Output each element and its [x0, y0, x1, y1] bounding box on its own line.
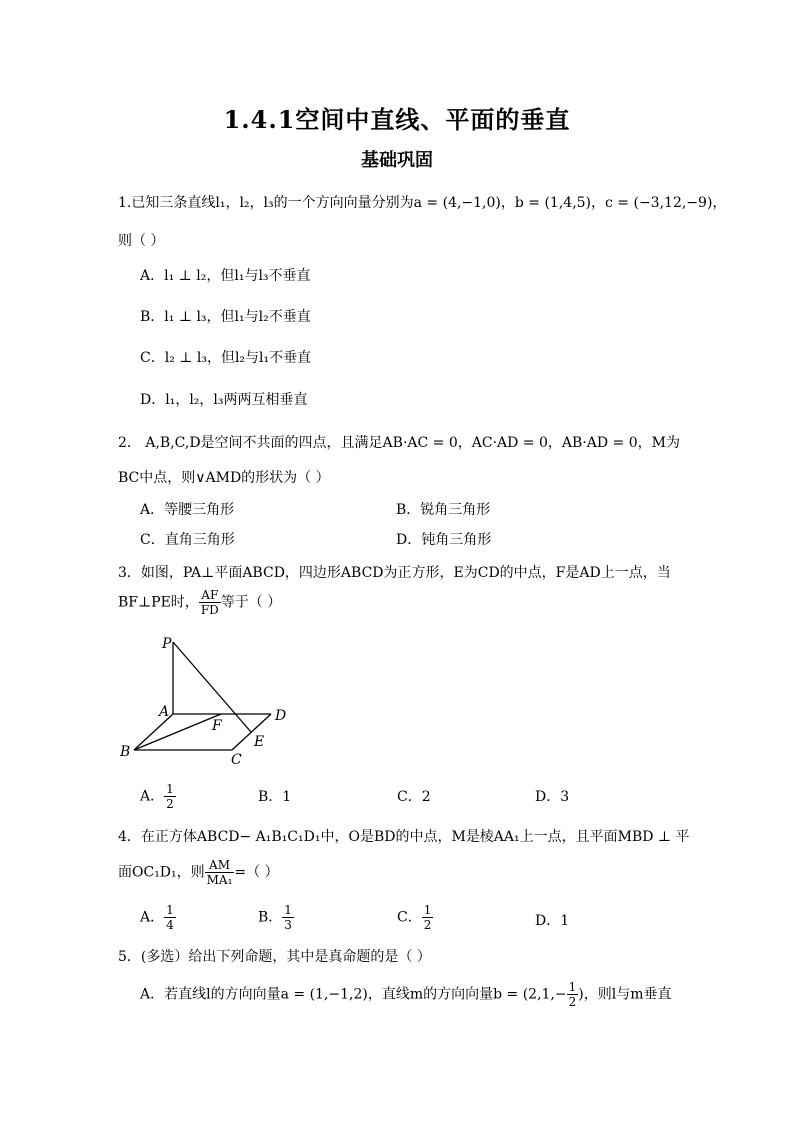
- q3-option-d: D．3: [535, 789, 570, 805]
- q4-option-a-num: 1: [166, 903, 174, 917]
- q4-option-b-fraction: [282, 903, 294, 932]
- q3-option-c: C．2: [397, 789, 431, 805]
- q4-stem-line1: 4．在正方体ABCD− A₁B₁C₁D₁中，O是BD的中点，M是棱AA₁上一点，且平面MBD ⊥ 平: [118, 829, 690, 845]
- label-a: A: [159, 704, 170, 720]
- pyramid-figure: [118, 632, 298, 768]
- q5-option-a-suffix: )，则l与m垂直: [578, 986, 672, 1003]
- q1-stem-line1: 1.已知三条直线l₁，l₂，l₃的一个方向向量分别为a = (4,−1,0)，b = (1,4,5)，c = (−3,12,−9)，: [118, 195, 727, 211]
- section-subtitle: 基础巩固: [361, 150, 433, 171]
- q3-option-a-den: 2: [166, 797, 174, 811]
- q5-stem-line1: 5．(多选）给出下列命题，其中是真命题的是（ ）: [118, 949, 431, 965]
- q4-fraction: [205, 858, 235, 887]
- q4-option-b-den: 3: [284, 918, 292, 932]
- q3-fraction: [199, 588, 221, 617]
- q4-option-c-num: 1: [423, 903, 432, 917]
- q4-option-b-num: 1: [284, 903, 292, 917]
- q3-option-a: [140, 782, 176, 811]
- q4-option-a-prefix: A．: [140, 909, 165, 926]
- q2-option-d: D．钝角三角形: [396, 532, 492, 548]
- q4-option-a: [140, 903, 176, 932]
- label-d: D: [275, 708, 287, 724]
- label-f: F: [212, 718, 222, 734]
- q2-option-b: B．锐角三角形: [396, 502, 491, 518]
- label-e: E: [254, 734, 265, 750]
- q1-option-b: B．l₁ ⊥ l₃，但l₁与l₂不垂直: [140, 309, 311, 325]
- q2-stem-line1: 2． A,B,C,D是空间不共面的四点，且满足AB·AC = 0，AC·AD = 0，AB·AD = 0，M为: [118, 435, 680, 451]
- q1-option-c: C．l₂ ⊥ l₃，但l₂与l₁不垂直: [140, 350, 312, 366]
- edge-cd: [232, 714, 271, 750]
- q2-option-a: A．等腰三角形: [140, 502, 235, 518]
- q4-option-a-fraction: [164, 903, 176, 932]
- q5-option-a-fraction: [567, 980, 579, 1009]
- q5-option-a-num: 1: [568, 980, 577, 994]
- label-c: C: [231, 752, 242, 768]
- page-title: 1.4.1空间中直线、平面的垂直: [223, 105, 571, 134]
- q3-option-a-num: 1: [166, 782, 174, 796]
- q3-option-a-prefix: A．: [140, 788, 165, 805]
- q3-frac-num: AF: [199, 588, 221, 603]
- q4-option-d: D．1: [535, 913, 570, 929]
- q3-stem-line1: 3．如图，PA⊥平面ABCD，四边形ABCD为正方形，E为CD的中点，F是AD上一点，当: [118, 565, 671, 581]
- q1-stem-line2: 则（ ）: [118, 233, 165, 249]
- q3-option-a-fraction: [164, 782, 176, 811]
- q3-frac-den: FD: [200, 603, 219, 617]
- q4-option-c-prefix: C．: [397, 909, 422, 926]
- q2-stem-line2: BC中点，则∨AMD的形状为（ ）: [118, 470, 330, 486]
- q3-option-b: B．1: [258, 789, 292, 805]
- q4-frac-den: MA₁: [206, 873, 233, 887]
- q1-option-a: A．l₁ ⊥ l₂，但l₁与l₃不垂直: [140, 268, 311, 284]
- q5-option-a: [140, 980, 671, 1009]
- q3-stem-suffix: 等于（ ）: [220, 594, 282, 611]
- q4-option-c-fraction: [422, 903, 434, 932]
- q4-stem-suffix: =（ ）: [234, 864, 279, 881]
- q4-stem-prefix: 面OC₁D₁，则: [118, 864, 205, 881]
- q3-stem-prefix: BF⊥PE时，: [118, 594, 199, 611]
- q2-option-c: C．直角三角形: [140, 532, 235, 548]
- q4-option-a-den: 4: [166, 918, 174, 932]
- q5-option-a-den: 2: [568, 995, 577, 1009]
- q1-option-d: D．l₁，l₂，l₃两两互相垂直: [140, 392, 308, 408]
- segment-bf: [134, 714, 221, 750]
- q4-stem-line2: [118, 858, 279, 887]
- q5-option-a-prefix: A．若直线l的方向向量a = (1,−1,2)，直线m的方向向量b = (2,1,−: [140, 986, 567, 1003]
- label-b: B: [120, 744, 131, 760]
- q4-option-b: [258, 903, 294, 932]
- q4-frac-num: AM: [205, 858, 235, 873]
- q4-option-b-prefix: B．: [258, 909, 283, 926]
- label-p: P: [162, 636, 172, 652]
- q3-stem-line2: [118, 588, 281, 617]
- q4-option-c-den: 2: [423, 918, 432, 932]
- q4-option-c: [397, 903, 433, 932]
